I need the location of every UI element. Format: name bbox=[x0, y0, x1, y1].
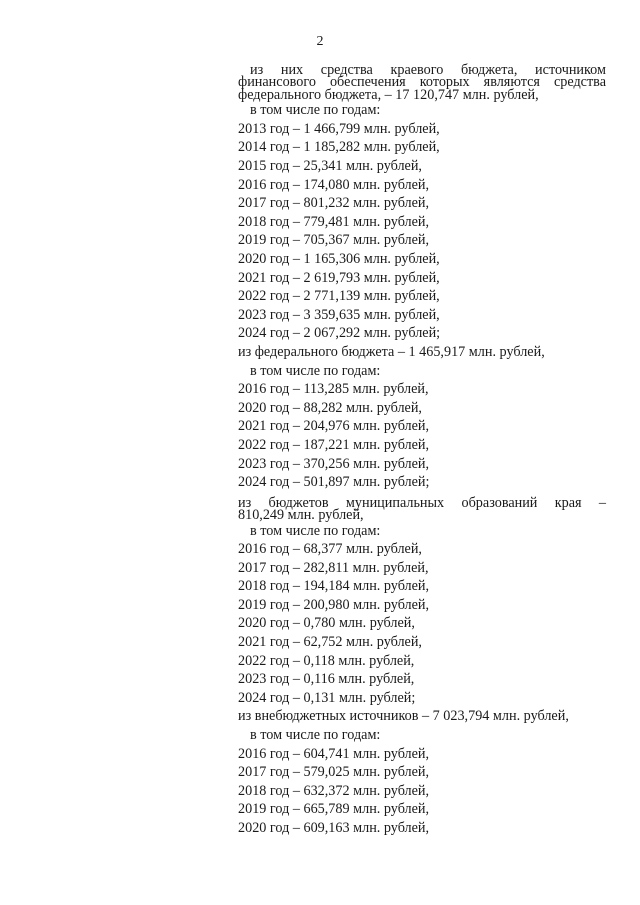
year-line: 2024 год – 501,897 млн. рублей; bbox=[238, 474, 430, 491]
section-heading: из федерального бюджета – 1 465,917 млн. рублей, bbox=[238, 343, 545, 360]
section-heading: из внебюджетных источников – 7 023,794 млн. рублей, bbox=[238, 708, 569, 725]
year-line: 2022 год – 0,118 млн. рублей, bbox=[238, 652, 415, 669]
year-line: 2020 год – 1 165,306 млн. рублей, bbox=[238, 250, 440, 267]
page-number: 2 bbox=[316, 34, 324, 49]
year-line: 2024 год – 2 067,292 млн. рублей; bbox=[238, 325, 441, 342]
year-line: 2018 год – 632,372 млн. рублей, bbox=[238, 782, 430, 799]
municipal-budget-section bbox=[238, 494, 606, 708]
regional-budget-section bbox=[238, 64, 606, 343]
year-line: 2019 год – 705,367 млн. рублей, bbox=[238, 232, 430, 249]
paragraph-line: финансового обеспечения которых являются средства bbox=[238, 74, 606, 91]
year-line: 2017 год – 579,025 млн. рублей, bbox=[238, 764, 430, 781]
paragraph-line: 810,249 млн. рублей, bbox=[238, 507, 364, 524]
paragraph-line: федерального бюджета, – 17 120,747 млн. рублей, bbox=[238, 86, 539, 103]
paragraph-line: из бюджетов муниципальных образований края – bbox=[238, 494, 606, 511]
subheading: в том числе по годам: bbox=[250, 362, 381, 379]
year-line: 2014 год – 1 185,282 млн. рублей, bbox=[238, 139, 440, 156]
year-line: 2015 год – 25,341 млн. рублей, bbox=[238, 158, 422, 174]
year-line: 2017 год – 282,811 млн. рублей, bbox=[238, 559, 429, 576]
federal-budget-section bbox=[238, 343, 606, 492]
year-line: 2017 год – 801,232 млн. рублей, bbox=[238, 195, 430, 212]
year-line: 2016 год – 113,285 млн. рублей, bbox=[238, 381, 429, 398]
year-line: 2019 год – 200,980 млн. рублей, bbox=[238, 596, 430, 613]
subheading: в том числе по годам: bbox=[250, 522, 381, 539]
year-line: 2020 год – 88,282 млн. рублей, bbox=[238, 399, 422, 416]
year-line: 2018 год – 779,481 млн. рублей, bbox=[238, 213, 430, 230]
year-line: 2018 год – 194,184 млн. рублей, bbox=[238, 578, 430, 595]
year-line: 2023 год – 3 359,635 млн. рублей, bbox=[238, 306, 440, 323]
year-line: 2022 год – 2 771,139 млн. рублей, bbox=[238, 288, 440, 305]
year-line: 2023 год – 370,256 млн. рублей, bbox=[238, 455, 430, 472]
year-line: 2022 год – 187,221 млн. рублей, bbox=[238, 436, 430, 453]
year-line: 2013 год – 1 466,799 млн. рублей, bbox=[238, 120, 440, 137]
year-line: 2021 год – 204,976 млн. рублей, bbox=[238, 418, 430, 435]
year-line: 2020 год – 609,163 млн. рублей, bbox=[238, 820, 430, 836]
document-body bbox=[238, 64, 606, 838]
paragraph-line: из них средства краевого бюджета, источником bbox=[250, 62, 606, 78]
year-line: 2023 год – 0,116 млн. рублей, bbox=[238, 671, 415, 688]
year-line: 2016 год – 604,741 млн. рублей, bbox=[238, 745, 430, 762]
extrabudgetary-section bbox=[238, 707, 606, 837]
year-line: 2021 год – 62,752 млн. рублей, bbox=[238, 634, 422, 651]
year-line: 2019 год – 665,789 млн. рублей, bbox=[238, 801, 430, 818]
year-line: 2021 год – 2 619,793 млн. рублей, bbox=[238, 269, 440, 286]
year-line: 2024 год – 0,131 млн. рублей; bbox=[238, 689, 416, 706]
year-line: 2016 год – 68,377 млн. рублей, bbox=[238, 541, 422, 558]
subheading: в том числе по годам: bbox=[250, 102, 381, 119]
year-line: 2020 год – 0,780 млн. рублей, bbox=[238, 615, 415, 632]
subheading: в том числе по годам: bbox=[250, 727, 381, 744]
year-line: 2016 год – 174,080 млн. рублей, bbox=[238, 176, 430, 193]
